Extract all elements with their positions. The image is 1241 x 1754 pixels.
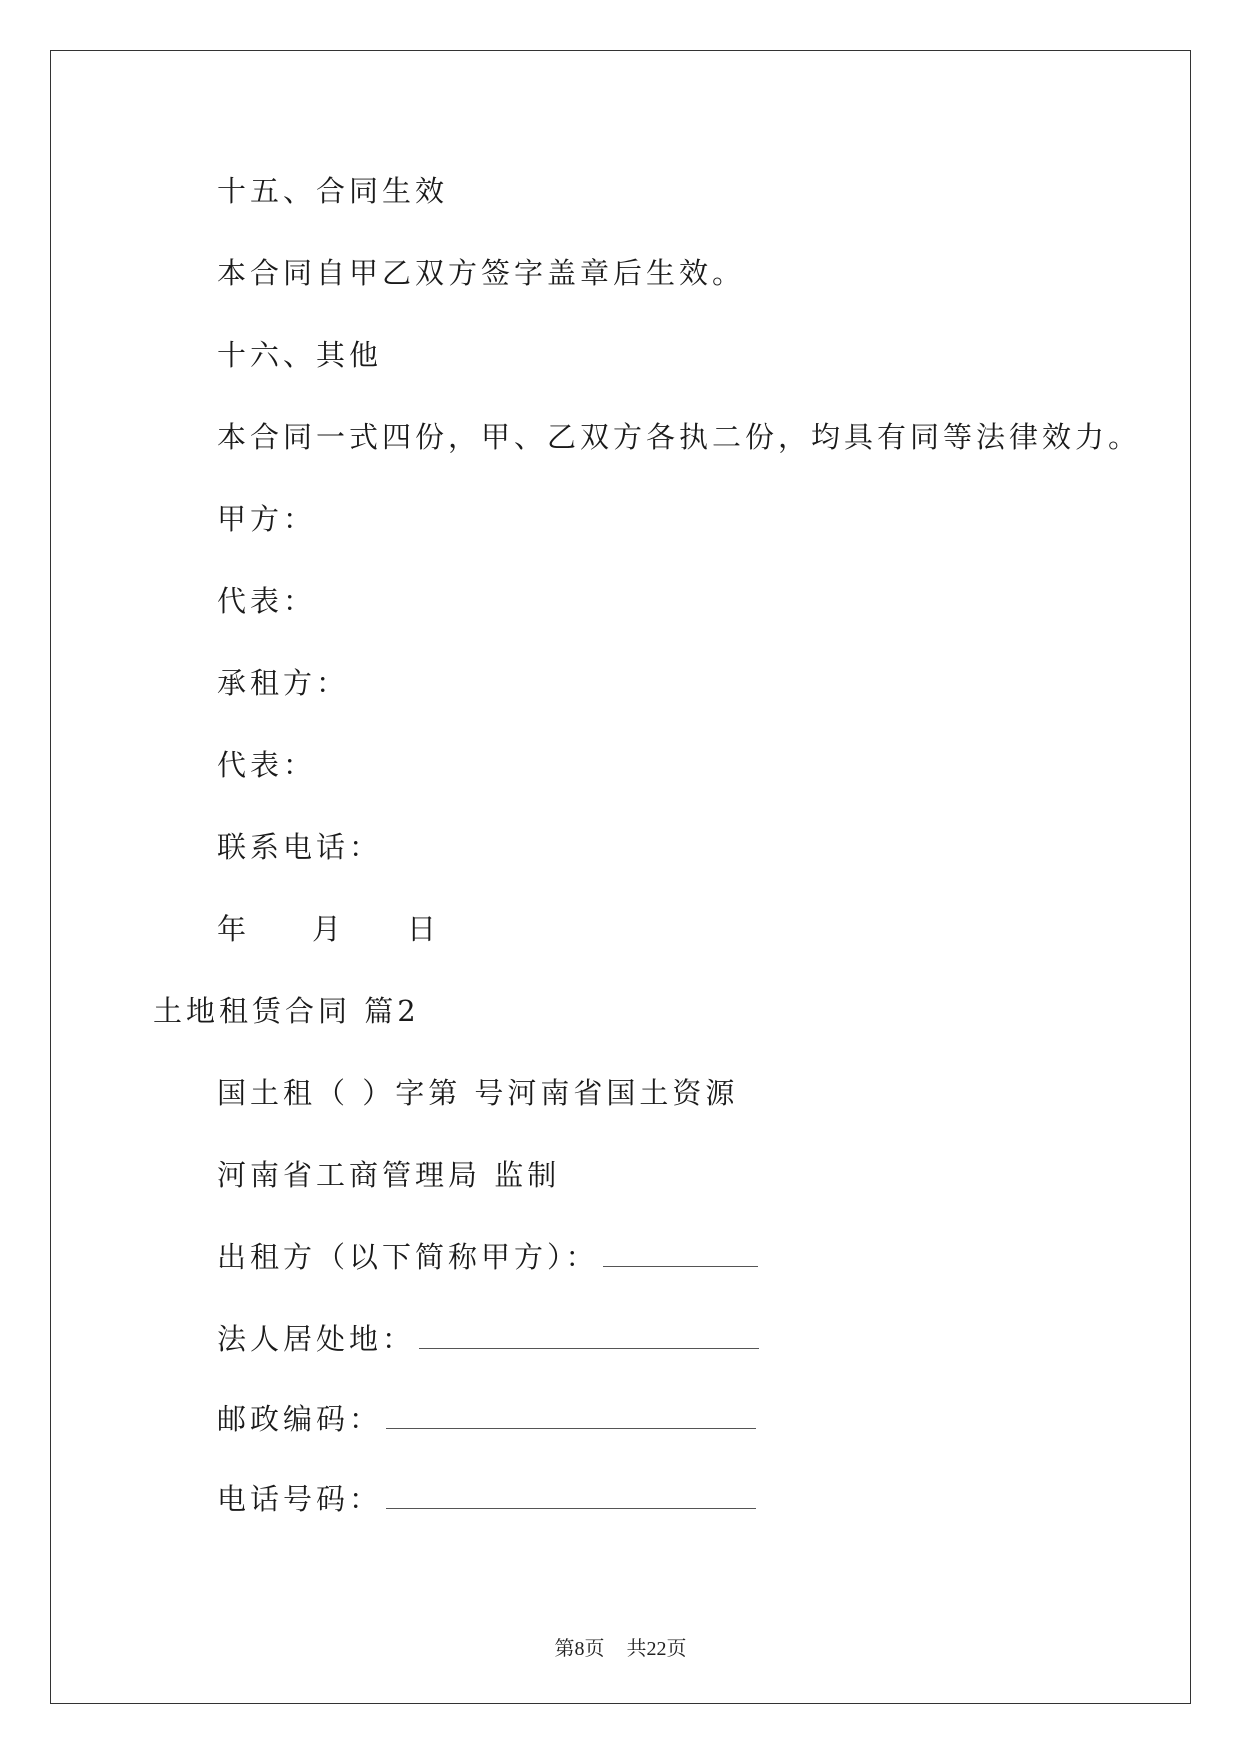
address-field [217, 1321, 759, 1357]
telephone-blank[interactable] [386, 1482, 756, 1509]
paragraph-effect: 本合同自甲乙双方签字盖章后生效。 [217, 256, 746, 290]
telephone-field [217, 1481, 756, 1517]
heading-fifteen: 十五、合同生效 [217, 174, 449, 208]
postcode-field [217, 1401, 756, 1437]
contract-number-line: 国土租（ ）字第 号河南省国土资源 [217, 1076, 739, 1110]
page-number-current: 第8页 [554, 1638, 605, 1660]
phone-label: 联系电话： [217, 830, 383, 864]
lessor-label: 出租方（以下简称甲方）： [217, 1240, 599, 1274]
section-title: 土地租赁合同 篇2 [153, 994, 420, 1028]
page-footer [0, 1632, 1241, 1661]
lessor-blank[interactable] [603, 1240, 758, 1267]
party-a-label: 甲方： [217, 502, 317, 536]
date-year: 年 [217, 912, 251, 946]
lessor-field [217, 1239, 758, 1275]
page-frame [50, 50, 1191, 1704]
lessee-label: 承租方： [217, 666, 350, 700]
supervisor-line: 河南省工商管理局 监制 [217, 1158, 561, 1192]
telephone-label: 电话号码： [217, 1482, 383, 1516]
page-number-total: 共22页 [626, 1638, 687, 1660]
representative-label-2: 代表： [217, 748, 317, 782]
postcode-blank[interactable] [386, 1402, 756, 1429]
postcode-label: 邮政编码： [217, 1402, 383, 1436]
paragraph-copies: 本合同一式四份，甲、乙双方各执二份，均具有同等法律效力。 [217, 420, 1142, 454]
date-day: 日 [407, 912, 441, 946]
date-month: 月 [312, 912, 346, 946]
heading-sixteen: 十六、其他 [217, 338, 383, 372]
date-line [217, 911, 440, 947]
representative-label: 代表： [217, 584, 317, 618]
address-blank[interactable] [419, 1322, 759, 1349]
address-label: 法人居处地： [217, 1322, 416, 1356]
